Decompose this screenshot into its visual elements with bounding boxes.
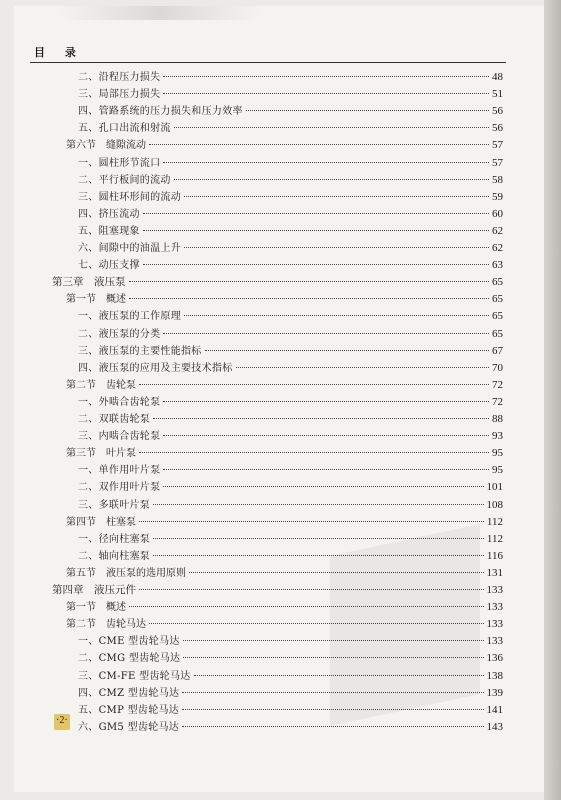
toc-entry-page: 141 [486,703,503,716]
toc-entry[interactable] [78,69,503,86]
toc-entry[interactable] [78,360,503,377]
dot-leader [184,196,489,197]
toc-entry-title: 六、GM5 型齿轮马达 [78,721,180,733]
toc-entry[interactable] [78,479,503,496]
dot-leader [174,127,489,128]
toc-entry-title: 一、外啮合齿轮泵 [78,396,161,408]
toc-entry-title: 一、径向柱塞泵 [78,533,151,545]
toc-entry-page: 65 [492,310,503,323]
dot-leader [246,110,489,111]
toc-entry[interactable] [78,462,503,479]
dot-leader [194,675,484,676]
toc-entry-title: 三、圆柱环形间的流动 [78,191,181,203]
toc-entry[interactable] [78,411,503,428]
toc-entry-title: 第一节 概述 [66,602,126,614]
toc-entry-title: 四、CMZ 型齿轮马达 [78,687,180,699]
toc-entry[interactable] [66,514,503,531]
toc-entry[interactable] [78,633,503,650]
toc-entry[interactable] [78,497,503,514]
toc-entry-title: 五、孔口出流和射流 [78,123,171,135]
toc-entry-page: 95 [492,464,503,477]
toc-entry-title: 第四章 液压元件 [52,584,136,596]
dot-leader [153,538,484,539]
toc-entry[interactable] [78,206,503,223]
toc-entry-page: 57 [492,156,503,169]
toc-entry-page: 56 [492,105,503,118]
dot-leader [182,692,483,693]
toc-entry-title: 五、CMP 型齿轮马达 [78,704,180,716]
toc-entry-page: 112 [486,515,503,528]
dot-leader [139,452,489,453]
toc-entry[interactable] [78,531,503,548]
dot-leader [205,350,489,351]
toc-entry-title: 第二节 齿轮泵 [66,379,136,391]
toc-entry[interactable] [78,719,503,736]
toc-entry-page: 65 [492,327,503,340]
toc-entry[interactable] [78,155,503,172]
toc-entry-title: 四、管路系统的压力损失和压力效率 [78,106,243,118]
toc-entry[interactable] [78,308,503,325]
toc-entry-page: 93 [492,430,503,443]
toc-entry-page: 65 [492,276,503,289]
dot-leader [143,264,489,265]
toc-entry-page: 57 [492,139,503,152]
toc-entry[interactable] [78,103,503,120]
toc-entry-title: 二、CMG 型齿轮马达 [78,653,181,665]
dot-leader [163,401,489,402]
toc-entry[interactable] [78,120,503,137]
toc-entry[interactable] [66,445,503,462]
header-rule [30,62,506,63]
toc-entry-title: 一、圆柱形节流口 [78,157,161,169]
toc-entry-page: 139 [486,686,503,699]
toc-entry[interactable] [66,291,503,308]
toc-entry-page: 62 [492,224,503,237]
toc-entry[interactable] [66,599,503,616]
dot-leader [182,726,483,727]
toc-entry-page: 133 [486,601,503,614]
toc-entry[interactable] [66,565,503,582]
dot-leader [143,213,489,214]
dot-leader [143,230,489,231]
page-header-title: 目 录 [34,46,84,59]
toc-entry-page: 138 [486,669,503,682]
toc-entry-page: 95 [492,447,503,460]
toc-entry-page: 56 [492,122,503,135]
toc-entry-page: 116 [486,549,503,562]
toc-entry-title: 二、沿程压力损失 [78,72,161,83]
toc-entry-page: 63 [492,259,503,272]
toc-entry-page: 133 [486,618,503,631]
dot-leader [163,469,489,470]
toc-entry[interactable] [78,668,503,685]
toc-entry-title: 四、挤压流动 [78,208,140,220]
toc-entry-page: 67 [492,344,503,357]
toc-entry[interactable] [78,394,503,411]
toc-entry-page: 59 [492,190,503,203]
toc-entry[interactable] [78,86,503,103]
dot-leader [163,333,489,334]
toc-entry[interactable] [78,240,503,257]
toc-entry-page: 101 [486,481,503,494]
toc-entry-page: 133 [486,584,503,596]
toc-entry[interactable] [78,428,503,445]
toc-entry[interactable] [66,616,503,633]
toc-entry-page: 136 [486,652,503,665]
toc-entry-title: 三、局部压力损失 [78,89,161,101]
toc-entry-title: 第一节 概述 [66,294,126,306]
dot-leader [153,418,489,419]
dot-leader [163,435,489,436]
page-number: ·2· [56,715,68,726]
toc-entry[interactable] [78,326,503,343]
toc-entry-title: 三、多联叶片泵 [78,499,151,511]
toc-entry-title: 二、双联齿轮泵 [78,414,151,425]
toc-entry-page: 48 [492,71,503,83]
toc-entry-title: 一、单作用叶片泵 [78,465,161,477]
toc-entry-title: 二、轴向柱塞泵 [78,550,151,562]
toc-entry-page: 108 [486,498,503,511]
toc-entry-page: 131 [486,566,503,579]
toc-entry-page: 112 [486,532,503,545]
toc-entry[interactable] [66,137,503,154]
toc-entry[interactable] [78,650,503,667]
toc-entry-page: 88 [492,413,503,425]
toc-entry-page: 62 [492,242,503,254]
toc-entry[interactable] [78,189,503,206]
toc-entry-title: 二、液压泵的分类 [78,328,161,340]
dot-leader [236,367,490,368]
dot-leader [163,76,489,77]
toc-entry-page: 72 [492,378,503,391]
toc-entry-title: 第五节 液压泵的选用原则 [66,567,186,579]
toc-entry[interactable] [52,274,503,291]
scan-smudge [60,6,260,20]
toc-entry-title: 六、间隙中的油温上升 [78,243,181,254]
dot-leader [183,657,483,658]
dot-leader [182,709,483,710]
toc-entry-title: 第二节 齿轮马达 [66,619,146,631]
dot-leader [149,623,484,624]
toc-entry-page: 70 [492,361,503,374]
toc-entry-title: 二、平行板间的流动 [78,174,171,186]
toc-entry-page: 72 [492,395,503,408]
toc-entry[interactable] [78,702,503,719]
toc-entry-title: 三、CM-FE 型齿轮马达 [78,670,191,682]
dot-leader [163,93,489,94]
dot-leader [139,384,489,385]
toc-entry[interactable] [78,685,503,702]
toc-entry-title: 第三节 叶片泵 [66,448,136,460]
toc-entry-title: 三、内啮合齿轮泵 [78,431,161,443]
toc-entry-title: 三、液压泵的主要性能指标 [78,345,202,357]
dot-leader [149,144,489,145]
toc-entry-title: 四、液压泵的应用及主要技术指标 [78,362,233,374]
dot-leader [153,504,483,505]
dot-leader [139,589,484,590]
dot-leader [184,247,489,248]
toc-entry-page: 65 [492,293,503,306]
toc-entry[interactable] [78,172,503,189]
toc-entry-page: 143 [486,720,503,733]
toc-entry-title: 一、液压泵的工作原理 [78,311,181,323]
dot-leader [129,606,484,607]
dot-leader [129,281,490,282]
toc-entry-page: 60 [492,207,503,220]
toc-entry[interactable] [78,223,503,240]
toc-entry[interactable] [78,343,503,360]
toc-entry-title: 一、CME 型齿轮马达 [78,636,180,648]
dot-leader [163,162,489,163]
page-spine-shadow [544,0,561,800]
dot-leader [184,315,489,316]
toc-entry-title: 五、阻塞现象 [78,225,140,237]
dot-leader [174,179,489,180]
toc-entry-page: 51 [492,88,503,101]
toc-entry-title: 七、动压支撑 [78,260,140,272]
toc-entry-page: 58 [492,173,503,186]
toc-entry[interactable] [78,257,503,274]
dot-leader [189,572,484,573]
toc-entry-page: 133 [486,635,503,648]
toc-entry[interactable] [52,582,503,599]
toc-entry-title: 第三章 液压泵 [52,276,126,289]
dot-leader [129,298,489,299]
toc-entry-title: 第六节 缝隙流动 [66,140,146,152]
dot-leader [163,486,483,487]
toc-entry-title: 二、双作用叶片泵 [78,482,161,494]
dot-leader [153,555,484,556]
toc-entry[interactable] [66,377,503,394]
toc-entry[interactable] [78,548,503,565]
dot-leader [183,640,484,641]
toc-entry-title: 第四节 柱塞泵 [66,516,136,528]
dot-leader [139,521,484,522]
